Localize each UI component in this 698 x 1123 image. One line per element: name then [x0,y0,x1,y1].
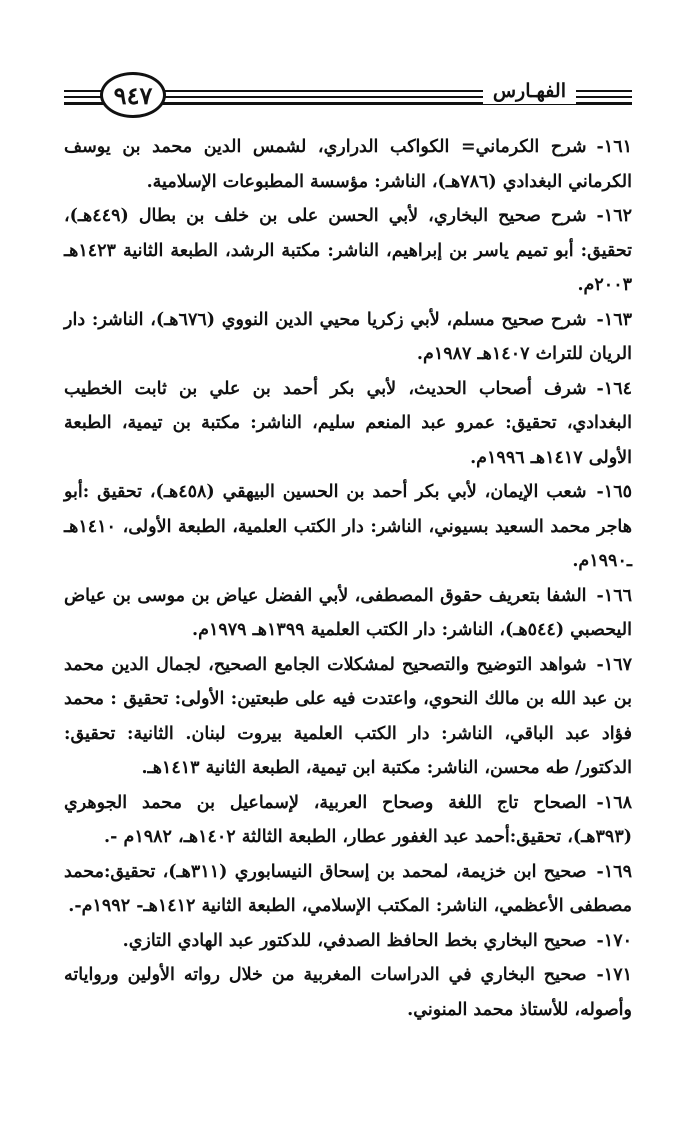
entry-number: ١٧٠- [596,930,632,951]
bibliography-entry [64,475,632,579]
entry-number: ١٦١- [596,137,632,157]
bibliography-list [64,130,632,1027]
entry-text: شرح الكرماني= الكواكب الدراري، لشمس الدين محمد بن يوسف الكرماني البغدادي (٧٨٦هـ)، الناشر: مؤسسة المطبوعات الإسلامية. [64,137,632,192]
bibliography-entry [64,372,632,476]
entry-number: ١٦٨- [596,792,632,813]
bibliography-entry [64,958,632,1027]
entry-text: الصحاح تاج اللغة وصحاح العربية، لإسماعيل بن محمد الجوهري (٣٩٣هـ)، تحقيق:أحمد عبد الغفور عطار، الطبعة الثالثة ١٤٠٢هـ، ١٩٨٢م -. [64,792,632,847]
bibliography-entry [64,924,632,959]
entry-text: شرح صحيح البخاري، لأبي الحسن على بن خلف بن بطال (٤٤٩هـ)، تحقيق: أبو تميم ياسر بن إبراهيم، الناشر: مكتبة الرشد، الطبعة الثانية ١٤٢٣هـ ٢٠٠٣م. [64,206,632,295]
bibliography-entry [64,303,632,372]
entry-text: صحيح البخاري بخط الحافظ الصدفي، للدكتور عبد الهادي التازي. [122,930,587,951]
bibliography-entry [64,130,632,199]
section-title: الفهـارس [483,78,576,104]
entry-text: شعب الإيمان، لأبي بكر أحمد بن الحسين البيهقي (٤٥٨هـ)، تحقيق :أبو هاجر محمد السعيد بسيوني، الناشر: دار الكتب العلمية، الطبعة الأولى، ١٤١٠هـ ـ١٩٩٠م. [64,482,632,571]
page-header [64,70,632,126]
page-number: ٩٤٧ [113,80,153,110]
bibliography-entry [64,579,632,648]
bibliography-entry [64,855,632,924]
entry-text: الشفا بتعريف حقوق المصطفى، لأبي الفضل عياض بن موسى بن عياض اليحصبي (٥٤٤هـ)، الناشر: دار الكتب العلمية ١٣٩٩هـ ١٩٧٩م. [64,585,632,640]
entry-number: ١٦٩- [596,861,632,882]
entry-number: ١٦٦- [596,585,632,606]
entry-text: صحيح البخاري في الدراسات المغربية من خلال رواته الأولين ورواياته وأصوله، للأستاذ محمد المنوني. [64,965,632,1020]
entry-text: شرح صحيح مسلم، لأبي زكريا محيي الدين النووي (٦٧٦هـ)، الناشر: دار الريان للتراث ١٤٠٧هـ ١٩٨٧م. [64,309,632,364]
bibliography-entry [64,648,632,786]
entry-number: ١٦٣- [596,309,632,330]
entry-text: شواهد التوضيح والتصحيح لمشكلات الجامع الصحيح، لجمال الدين محمد بن عبد الله بن مالك النحوي، واعتدت فيه على طبعتين: الأولى: تحقيق : محمد فؤاد عبد الباقي، الناشر: دار الكتب العلمية بيروت لبنان. الثانية: تحقيق: الدكتور/ طه محسن، الناشر: مكتبة ابن تيمية، الطبعة الثانية ١٤١٣هـ. [64,654,632,778]
entry-number: ١٦٥- [596,482,632,502]
page-number-badge [100,72,166,118]
bibliography-entry [64,786,632,855]
entry-number: ١٦٢- [596,206,632,226]
entry-number: ١٦٤- [596,378,632,399]
entry-text: شرف أصحاب الحديث، لأبي بكر أحمد بن علي بن ثابت الخطيب البغدادي، تحقيق: عمرو عبد المنعم سليم، الناشر: مكتبة بن تيمية، الطبعة الأولى ١٤١٧هـ ١٩٩٦م. [64,378,632,468]
entry-number: ١٧١- [596,965,632,985]
entry-text: صحيح ابن خزيمة، لمحمد بن إسحاق النيسابوري (٣١١هـ)، تحقيق:محمد مصطفى الأعظمي، الناشر: المكتب الإسلامي، الطبعة الثانية ١٤١٢هـ- ١٩٩٢م-. [64,861,632,916]
bibliography-entry [64,199,632,303]
entry-number: ١٦٧- [596,654,632,675]
